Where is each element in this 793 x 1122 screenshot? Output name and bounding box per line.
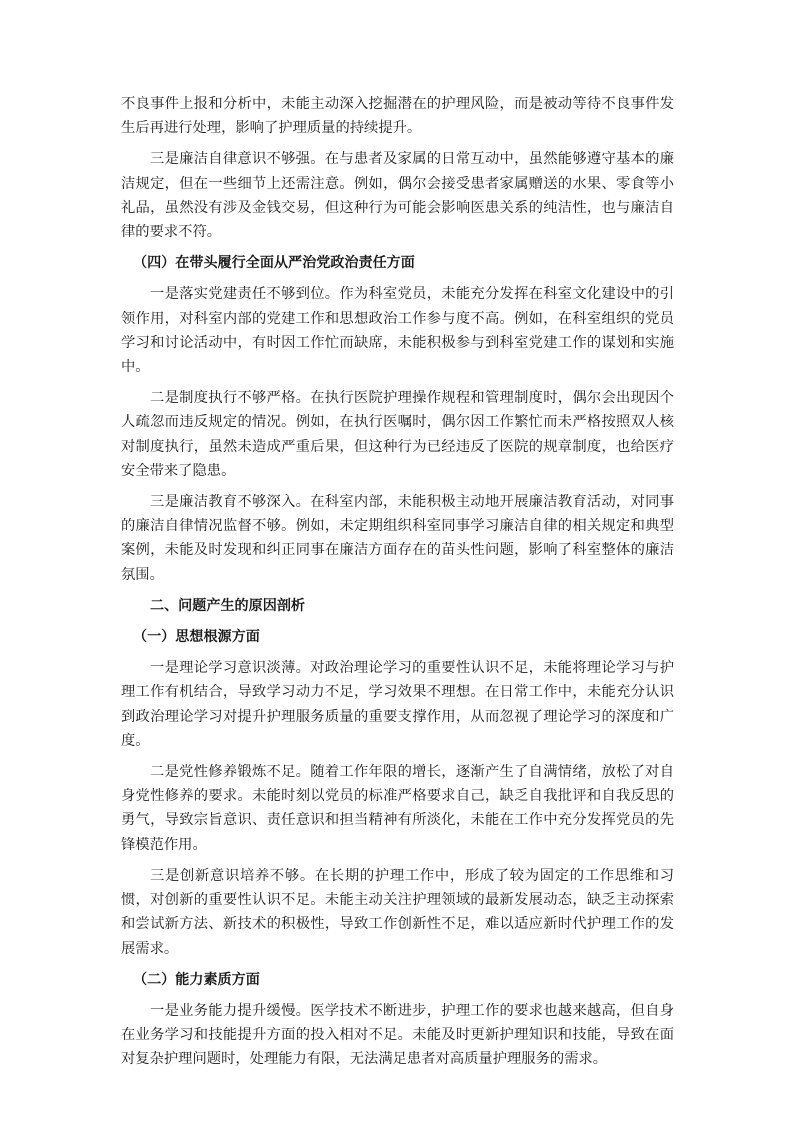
paragraph: 一是落实党建责任不够到位。作为科室党员，未能充分发挥在科室文化建设中的引领作用，对科室内部的党建工作和思想政治工作参与度不高。例如，在科室组织的党员学习和讨论活动中，有时因工作忙而缺席，未能积极参与到科室党建工作的谋划和实施中。 [121, 286, 674, 376]
section-heading: （二）能力素质方面 [133, 971, 260, 988]
chapter-heading: 二、问题产生的原因剖析 [150, 597, 306, 614]
paragraph: 一是业务能力提升缓慢。医学技术不断进步，护理工作的要求也越来越高，但自身在业务学习和技能提升方面的投入相对不足。未能及时更新护理知识和技能，导致在面对复杂护理问题时，处理能力有限，无法满足患者对高质量护理服务的需求。 [121, 1002, 674, 1068]
paragraph: 不良事件上报和分析中，未能主动深入挖掘潜在的护理风险，而是被动等待不良事件发生后再进行处理，影响了护理质量的持续提升。 [121, 96, 674, 137]
paragraph: 二是制度执行不够严格。在执行医院护理操作规程和管理制度时，偶尔会出现因个人疏忽而违反规定的情况。例如，在执行医嘱时，偶尔因工作繁忙而未严格按照双人核对制度执行，虽然未造成严重后果，但这种行为已经违反了医院的规章制度，也给医疗安全带来了隐患。 [121, 390, 674, 479]
paragraph: 三是创新意识培养不够。在长期的护理工作中，形成了较为固定的工作思维和习惯，对创新的重要性认识不足。未能主动关注护理领域的最新发展动态，缺乏主动探索和尝试新方法、新技术的积极性，导致工作创新性不足，难以适应新时代护理工作的发展需求。 [121, 867, 674, 957]
paragraph: 二是党性修养锻炼不足。随着工作年限的增长，逐渐产生了自满情绪，放松了对自身党性修养的要求。未能时刻以党员的标准严格要求自己，缺乏自我批评和自我反思的勇气，导致宗旨意识、责任意识和担当精神有所淡化，未能在工作中充分发挥党员的先锋模范作用。 [121, 764, 674, 853]
section-heading: （四）在带头履行全面从严治党政治责任方面 [133, 255, 415, 272]
section-heading: （一）思想根源方面 [133, 629, 260, 646]
document-page [121, 92, 674, 1079]
paragraph: 一是理论学习意识淡薄。对政治理论学习的重要性认识不足，未能将理论学习与护理工作有机结合，导致学习动力不足，学习效果不理想。在日常工作中，未能充分认识到政治理论学习对提升护理服务质量的重要支撑作用，从而忽视了理论学习的深度和广度。 [121, 660, 674, 749]
paragraph: 三是廉洁教育不够深入。在科室内部，未能积极主动地开展廉洁教育活动，对同事的廉洁自律情况监督不够。例如，未定期组织科室同事学习廉洁自律的相关规定和典型案例，未能及时发现和纠正同事在廉洁方面存在的苗头性问题，影响了科室整体的廉洁氛围。 [121, 494, 674, 583]
paragraph: 三是廉洁自律意识不够强。在与患者及家属的日常互动中，虽然能够遵守基本的廉洁规定，但在一些细节上还需注意。例如，偶尔会接受患者家属赠送的水果、零食等小礼品，虽然没有涉及金钱交易，但这种行为可能会影响医患关系的纯洁性，也与廉洁自律的要求不符。 [121, 151, 674, 241]
